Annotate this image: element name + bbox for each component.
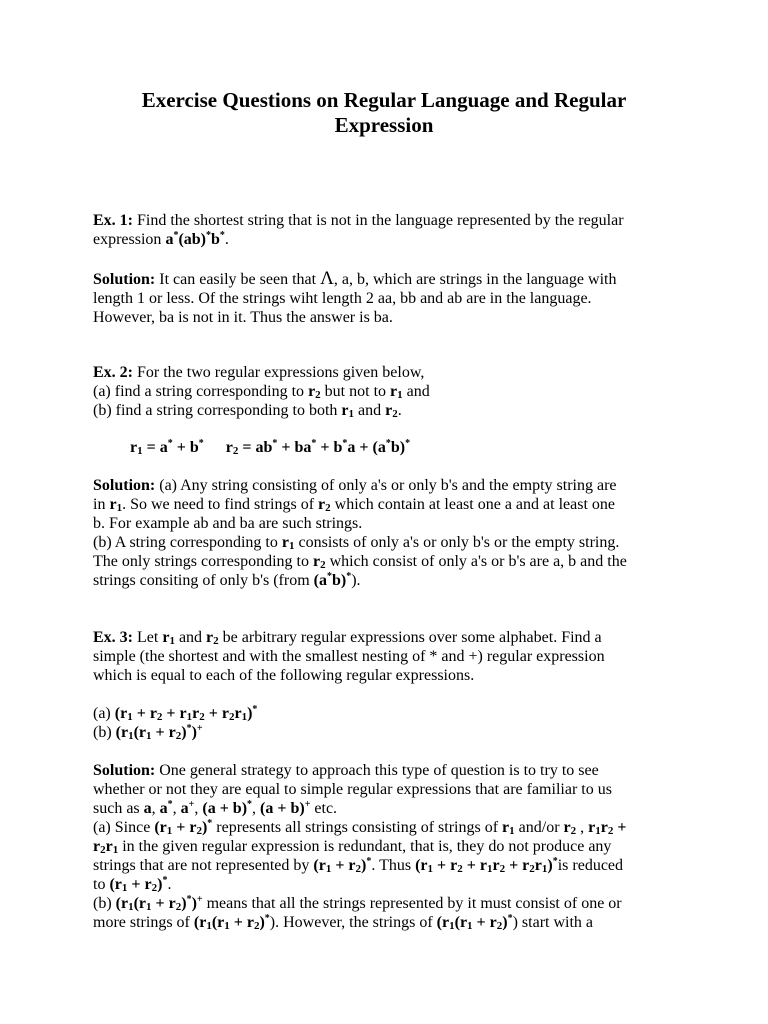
page-title [90, 88, 678, 138]
ex3-question: Ex. 3: Let $r_1$ and $r_2$ be arbitrary regular expressions over some alphabet. Find a simple (the shortest and with the smallest nesting of * and +) regular expression which is equal to each of the following regular expressions. [93, 629, 605, 684]
ex2-label: Ex. 2: [93, 364, 133, 381]
ex2-question: Ex. 2: For the two regular expressions given below, (a) find a string corresponding to $r_2$ but not to $r_1$ and (b) find a string corresponding to both $r_1$ and $r_2$. [93, 364, 430, 420]
lambda-symbol: Λ [320, 268, 334, 289]
ex1-solution-label: Solution: [93, 271, 156, 288]
ex2-solution-label: Solution: [93, 477, 156, 494]
ex1-expression: a*(ab)*b* [165, 230, 225, 248]
ex1-question: Ex. 1: Find the shortest string that is not in the language represented by the regular expression a*(ab)*b*. [93, 212, 624, 248]
ex1-label: Ex. 1: [93, 212, 133, 229]
ex2-solution: Solution: (a) Any string consisting of only a's or only b's and the empty string are in $r_1$. So we need to find strings of $r_2$ which contain at least one a and at least one b. For example ab and ba are such strings. (b) A string corresponding to $r_1$ consists of only a's or only b's or the empty string. The only strings corresponding to $r_2$ which consist of only a's or b's are a, b and the strings consiting of only b's (from (a*b)*). [93, 477, 627, 589]
ex3-item-b: (b) $(r_1(r_1 + r_2)^*)^+$ [93, 723, 203, 742]
title-line-1: Exercise Questions on Regular Language and Regular [141, 88, 627, 112]
ex3-items [93, 704, 683, 742]
ex3-solution: Solution: One general strategy to approach this type of question is to try to see whether or not they are equal to simple regular expressions that are familiar to us such as a, a*, a+, (a + b)*, (a + b)+ etc. (a) Since $(r_1 + r_2)^*$ represents all strings consisting of strings of $r_1$ and/or $r_2$ , $r_1r_2$ + $r_2r_1$ in the given regular expression is redundant, that is, they do not produce any strings that are not represented by $(r_1 + r_2)^*$. Thus $(r_1 + r_2 + r_1r_2 + r_2r_1)^*is$ reduced to $(r_1 + r_2)^*$. (b) $(r_1(r_1 + r_2)^*)^+$ means that all the strings represented by it must consist of one or more strings of $(r_1(r_1 + r_2)^*)$. However, the strings of $(r_1(r_1 + r_2)^*)$ start with a [93, 762, 627, 932]
formula-r1: $r_1 = a^* + b^*$ [130, 438, 204, 457]
ex3-item-a: (a) $(r_1 + r_2 + r_1r_2 + r_2r_1)^*$ [93, 704, 258, 723]
formula-r2: $r_2 = ab^* + ba^* + b^*a + (a^*b)^*$ [225, 438, 411, 457]
ex3-label: Ex. 3: [93, 629, 133, 646]
ex1-solution: Solution: It can easily be seen that Λ, a, b, which are strings in the language with length 1 or less. Of the strings wiht length 2 aa, bb and ab are in the language. However, ba is not in it. Thus the answer is ba. [93, 268, 617, 326]
ex3-solution-label: Solution: [93, 762, 156, 779]
ex2-formulas [130, 438, 410, 457]
title-line-2: Expression [334, 113, 434, 137]
